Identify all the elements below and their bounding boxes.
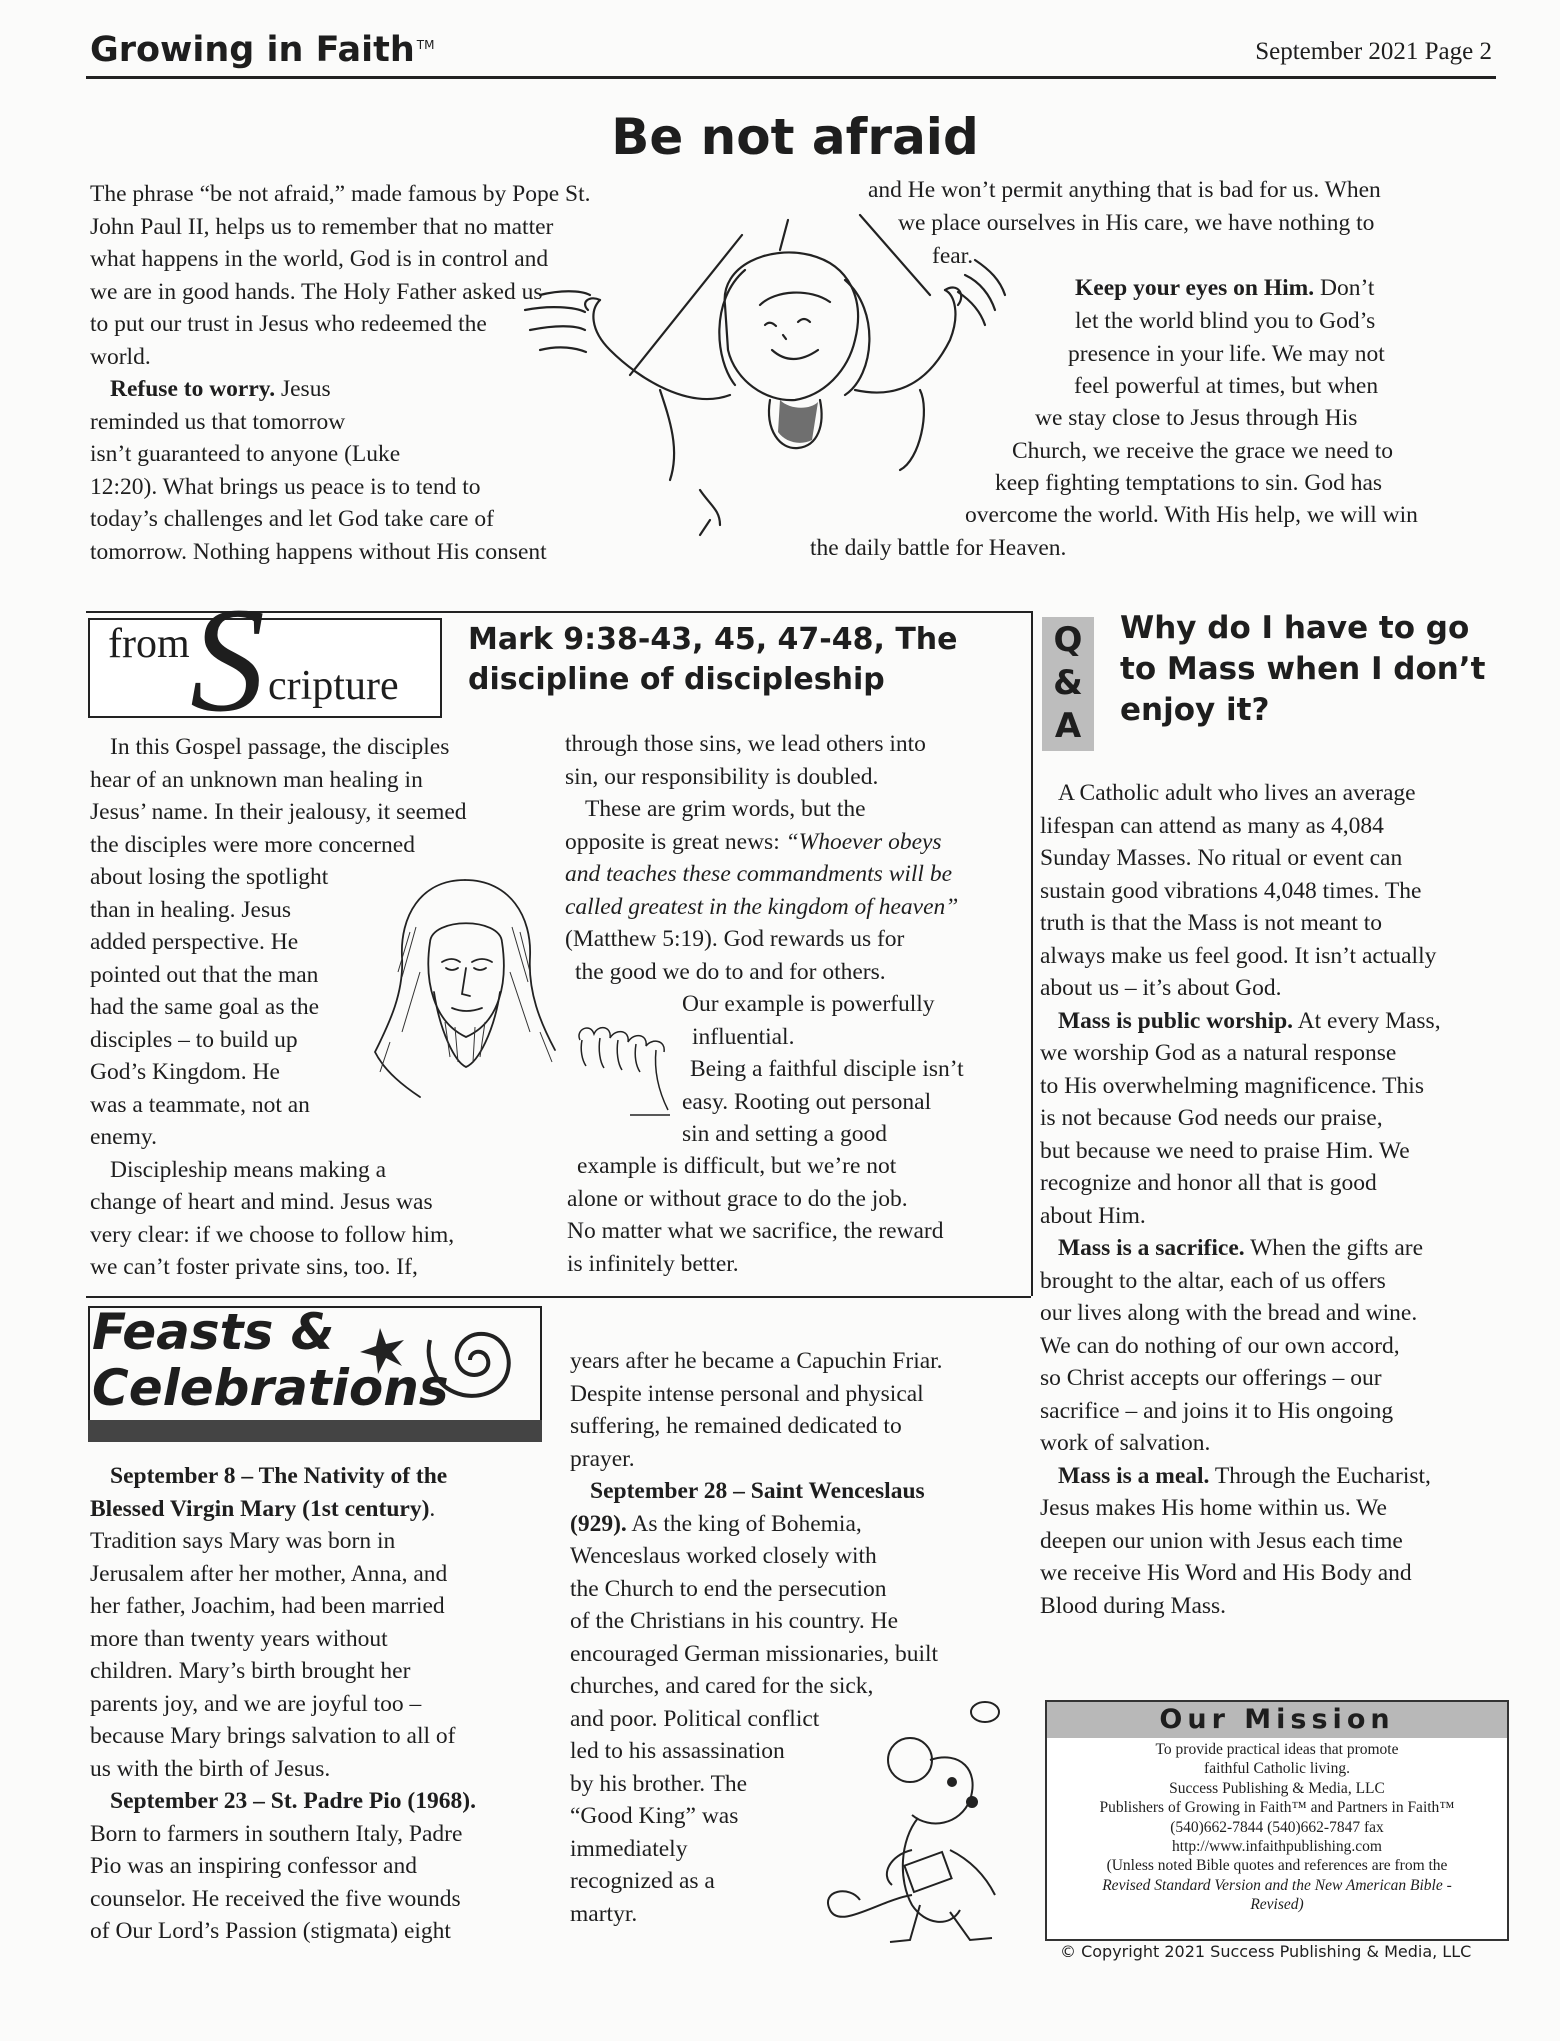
- feast-heading-sep28-cont: (929).: [570, 1510, 627, 1537]
- text-line: about losing the spotlight: [90, 864, 329, 890]
- quote-text: “Whoever obeys: [785, 828, 942, 855]
- scripture-col2: [565, 728, 958, 988]
- jesus-portrait-illustration: [360, 872, 570, 1102]
- text-line: added perspective. He: [90, 929, 299, 955]
- text-line: Jesus: [275, 376, 331, 402]
- text-line: led to his assassination: [570, 1738, 785, 1764]
- mission-line: Revised): [1250, 1896, 1304, 1914]
- mission-line: (Unless noted Bible quotes and references are from the: [1106, 1857, 1448, 1875]
- text-line: Born to farmers in southern Italy, Padre: [90, 1820, 463, 1847]
- text-line: by his brother. The: [570, 1770, 748, 1797]
- text-line: hear of an unknown man healing in: [90, 766, 423, 793]
- text-line: change of heart and mind. Jesus was: [90, 1189, 433, 1215]
- feasts-title-line2: Celebrations: [92, 1359, 449, 1417]
- scripture-reading-title: [468, 620, 958, 700]
- qa-title-line: to Mass when I don’t: [1120, 651, 1486, 687]
- text-line: enemy.: [90, 1124, 157, 1150]
- text-line: truth is that the Mass is not meant to: [1040, 910, 1383, 936]
- issue-date-page: September 2021 Page 2: [1255, 38, 1492, 65]
- bna-keep-line: keep fighting temptations to sin. God has: [995, 470, 1383, 496]
- subhead-refuse-to-worry: Refuse to worry.: [110, 376, 276, 402]
- bna-keep-line: overcome the world. With His help, we will win: [965, 502, 1418, 528]
- masthead-text: Growing in Faith: [90, 30, 415, 70]
- text-line: today’s challenges and let God take care of: [90, 506, 494, 532]
- subhead-public-worship: Mass is public worship.: [1058, 1007, 1294, 1034]
- text-line: and poor. Political conflict: [570, 1705, 820, 1732]
- bna-keep-line: let the world blind you to God’s: [1075, 308, 1376, 334]
- text-line: Through the Eucharist,: [1209, 1462, 1431, 1489]
- text-line: recognize and honor all that is good: [1040, 1170, 1377, 1196]
- scripture-big-s: S: [190, 577, 265, 743]
- article-title-be-not-afraid: Be not afraid: [611, 108, 979, 166]
- text-line: about us – it’s about God.: [1040, 975, 1282, 1001]
- text-line: sustain good vibrations 4,048 times. The: [1040, 877, 1422, 904]
- text-line: we are in good hands. The Holy Father asked us: [90, 278, 543, 305]
- feasts-col1: September 8 – The Nativity of the Blessed Virgin Mary (1st century). Tradition says Mary was born in Jerusalem after her mother, Anna, and her father, Joachim, had been married more than twenty years without children. Mary’s birth brought her parents joy, and we are joyful too – because Mary brings salvation to all of us with the birth of Jesus. September 23 – St. Padre Pio (1968). Born to farmers in southern Italy, Padre Pio was an inspiring confessor and counselor. He received the five wounds of Our Lord’s Passion (stigmata) eight: [90, 1460, 476, 1948]
- text-line: fear.: [932, 243, 974, 269]
- bna-keep-head-line: [1075, 272, 1374, 305]
- text-line: our lives along with the bread and wine.: [1040, 1300, 1418, 1326]
- text-line: Being a faithful disciple isn’t: [690, 1056, 964, 1082]
- text-line: world.: [90, 343, 151, 370]
- text-line: but because we need to praise Him. We: [1040, 1137, 1410, 1164]
- qa-question-title: [1120, 608, 1485, 731]
- text-line: we worship God as a natural response: [1040, 1040, 1397, 1066]
- text-line: tomorrow. Nothing happens without His consent: [90, 538, 547, 565]
- our-mission-title: Our Mission: [1159, 1704, 1395, 1735]
- text-line: more than twenty years without: [90, 1625, 388, 1652]
- text-line: we receive His Word and His Body and: [1040, 1560, 1412, 1586]
- text-line: John Paul II, helps us to remember that no matter: [90, 213, 554, 240]
- joyful-person-illustration: [480, 210, 1040, 570]
- text-line: Tradition says Mary was born in: [90, 1528, 396, 1554]
- text-line: Wenceslaus worked closely with: [570, 1543, 877, 1569]
- text-line: the Church to end the persecution: [570, 1575, 887, 1602]
- text-line: deepen our union with Jesus each time: [1040, 1527, 1403, 1554]
- feast-heading-sep8: September 8 – The Nativity of the: [110, 1463, 448, 1489]
- text-line: (Matthew 5:19). God rewards us for: [565, 926, 905, 952]
- text-line: very clear: if we choose to follow him,: [90, 1221, 455, 1248]
- our-mission-body: [1047, 1740, 1507, 1915]
- text-line: work of salvation.: [1040, 1430, 1211, 1456]
- text-line: than in healing. Jesus: [90, 896, 292, 923]
- quote-text: called greatest in the kingdom of heaven”: [565, 893, 959, 920]
- text-line: opposite is great news:: [565, 828, 786, 855]
- qa-letter-a: A: [1054, 706, 1082, 746]
- text-line: of the Christians in his country. He: [570, 1608, 899, 1634]
- masthead: [90, 30, 434, 70]
- scripture-word: cripture: [268, 663, 399, 709]
- mission-line: Revised Standard Version and the New American Bible -: [1102, 1876, 1452, 1894]
- bna-keep-line: Church, we receive the grace we need to: [1012, 438, 1394, 464]
- text-line: and He won’t permit anything that is bad for us. When: [868, 177, 1381, 203]
- text-line: was a teammate, not an: [90, 1091, 310, 1118]
- feasts-title-line1: Feasts &: [92, 1303, 335, 1361]
- feast-heading-sep28: September 28 – Saint Wenceslaus: [590, 1478, 925, 1504]
- text-line: Don’t: [1314, 275, 1375, 301]
- text-line: the good we do to and for others.: [575, 958, 886, 985]
- text-line: sin and setting a good: [682, 1121, 887, 1147]
- feast-heading-sep23: September 23 – St. Padre Pio (1968).: [110, 1788, 476, 1814]
- mouse-with-halo-illustration: [820, 1690, 1020, 1960]
- bna-keep-line: feel powerful at times, but when: [1074, 373, 1379, 399]
- text-line: sacrifice – and joins it to His ongoing: [1040, 1397, 1394, 1424]
- text-line: At every Mass,: [1293, 1007, 1441, 1034]
- header-rule: [86, 76, 1496, 79]
- text-line: influential.: [692, 1023, 795, 1050]
- mission-line: http://www.infaithpublishing.com: [1172, 1838, 1382, 1856]
- text-line: Sunday Masses. No ritual or event can: [1040, 845, 1403, 871]
- scripture-col2-end: [567, 1150, 943, 1280]
- text-line: encouraged German missionaries, built: [570, 1640, 939, 1667]
- text-line: lifespan can attend as many as 4,084: [1040, 812, 1384, 839]
- text-line: to put our trust in Jesus who redeemed the: [90, 311, 487, 337]
- qa-title-line: enjoy it?: [1120, 692, 1270, 728]
- subhead-sacrifice: Mass is a sacrifice.: [1058, 1235, 1245, 1261]
- text-line: God’s Kingdom. He: [90, 1059, 280, 1085]
- text-line: Jerusalem after her mother, Anna, and: [90, 1560, 448, 1587]
- text-line: reminded us that tomorrow: [90, 408, 346, 435]
- text-line: In this Gospel passage, the disciples: [110, 734, 450, 760]
- bna-refuse-paragraph: [90, 373, 547, 568]
- text-line: As the king of Bohemia,: [626, 1510, 862, 1537]
- text-line: prayer.: [570, 1445, 635, 1472]
- scripture-col2-indented: [682, 988, 964, 1151]
- text-line: alone or without grace to do the job.: [567, 1185, 908, 1212]
- text-line: We can do nothing of our own accord,: [1040, 1332, 1400, 1359]
- qa-letter-amp: &: [1053, 663, 1083, 703]
- text-line: martyr.: [570, 1900, 638, 1927]
- mission-line: Publishers of Growing in Faith™ and Partners in Faith™: [1099, 1799, 1455, 1817]
- text-line: Pio was an inspiring confessor and: [90, 1853, 417, 1879]
- text-line: recognized as a: [570, 1868, 715, 1894]
- text-line: A Catholic adult who lives an average: [1058, 780, 1416, 806]
- text-line: years after he became a Capuchin Friar.: [570, 1348, 943, 1374]
- mission-line: Success Publishing & Media, LLC: [1169, 1779, 1385, 1797]
- text-line: These are grim words, but the: [585, 796, 866, 822]
- text-line: Blood during Mass.: [1040, 1592, 1227, 1619]
- text-line: pointed out that the man: [90, 961, 319, 988]
- bna-keep-line: we stay close to Jesus through His: [1035, 405, 1358, 431]
- quote-text: and teaches these commandments will be: [565, 861, 953, 887]
- text-line: Our example is powerfully: [682, 991, 935, 1017]
- mission-line: To provide practical ideas that promote: [1155, 1741, 1399, 1758]
- text-line: Despite intense personal and physical: [570, 1380, 924, 1407]
- scripture-bottom-rule: [86, 1296, 1031, 1298]
- from-word: from: [108, 621, 190, 667]
- text-line: we place ourselves in His care, we have nothing to: [898, 210, 1375, 236]
- star-spiral-icon: [350, 1300, 540, 1420]
- text-line: The phrase “be not afraid,” made famous by Pope St.: [90, 181, 591, 207]
- text-line: easy. Rooting out personal: [682, 1088, 932, 1115]
- text-line: brought to the altar, each of us offers: [1040, 1267, 1386, 1294]
- text-line: through those sins, we lead others into: [565, 731, 926, 757]
- qa-letter-q: Q: [1053, 620, 1083, 660]
- text-line: “Good King” was: [570, 1803, 739, 1829]
- text-line: had the same goal as the: [90, 994, 320, 1020]
- qa-letters: [1042, 619, 1094, 748]
- bna-keep-line: presence in your life. We may not: [1068, 341, 1385, 367]
- text-line: sin, our responsibility is doubled.: [565, 763, 879, 790]
- copyright-notice: © Copyright 2021 Success Publishing & Media, LLC: [1060, 1942, 1472, 1961]
- text-line: her father, Joachim, had been married: [90, 1593, 445, 1619]
- bna-keep-line: the daily battle for Heaven.: [810, 535, 1067, 561]
- subhead-meal: Mass is a meal.: [1058, 1462, 1210, 1489]
- column-divider: [1031, 611, 1033, 1296]
- reading-title-line: Mark 9:38-43, 45, 47-48, The: [468, 622, 958, 657]
- text-line: is infinitely better.: [567, 1250, 739, 1277]
- text-line: of Our Lord’s Passion (stigmata) eight: [90, 1918, 451, 1944]
- text-line: to His overwhelming magnificence. This: [1040, 1072, 1424, 1099]
- bna-right-continuation: [868, 174, 1381, 207]
- text-line: isn’t guaranteed to anyone (Luke: [90, 441, 401, 467]
- qa-title-line: Why do I have to go: [1120, 610, 1470, 646]
- text-line: parents joy, and we are joyful too –: [90, 1690, 422, 1717]
- qa-answer: [1040, 777, 1441, 1622]
- text-line: 12:20). What brings us peace is to tend to: [90, 473, 481, 500]
- reading-subtitle-line: discipline of discipleship: [468, 662, 885, 697]
- text-line: Jesus makes His home within us. We: [1040, 1495, 1387, 1521]
- text-line: is not because God needs our praise,: [1040, 1105, 1383, 1131]
- crowd-illustration: [570, 1010, 682, 1120]
- trademark: TM: [416, 38, 435, 52]
- text-line: immediately: [570, 1835, 688, 1862]
- text-line: about Him.: [1040, 1202, 1146, 1229]
- text-line: always make us feel good. It isn’t actually: [1040, 942, 1437, 969]
- feasts-title-shadow-bar: [88, 1420, 542, 1442]
- text-line: counselor. He received the five wounds: [90, 1885, 461, 1912]
- text-line: we can’t foster private sins, too. If,: [90, 1254, 418, 1280]
- text-line: because Mary brings salvation to all of: [90, 1723, 456, 1749]
- text-line: children. Mary’s birth brought her: [90, 1658, 411, 1684]
- text-line: what happens in the world, God is in control and: [90, 246, 549, 272]
- text-line: disciples – to build up: [90, 1026, 298, 1053]
- text-line: churches, and cared for the sick,: [570, 1673, 874, 1699]
- feast-heading-sep8-cont: Blessed Virgin Mary (1st century): [90, 1495, 430, 1522]
- text-line: example is difficult, but we’re not: [577, 1153, 897, 1179]
- text-line: the disciples were more concerned: [90, 831, 415, 858]
- text-line: Jesus’ name. In their jealousy, it seemed: [90, 799, 467, 825]
- text-line: When the gifts are: [1244, 1235, 1424, 1261]
- text-line: No matter what we sacrifice, the reward: [567, 1218, 944, 1244]
- text-line: suffering, he remained dedicated to: [570, 1413, 902, 1439]
- mission-line: (540)662-7844 (540)662-7847 fax: [1170, 1818, 1384, 1836]
- text-line: so Christ accepts our offerings – our: [1040, 1365, 1382, 1391]
- subhead-keep-your-eyes: Keep your eyes on Him.: [1075, 275, 1315, 301]
- text-line: Discipleship means making a: [110, 1156, 387, 1183]
- text-line: us with the birth of Jesus.: [90, 1755, 331, 1782]
- mission-line: faithful Catholic living.: [1204, 1760, 1350, 1778]
